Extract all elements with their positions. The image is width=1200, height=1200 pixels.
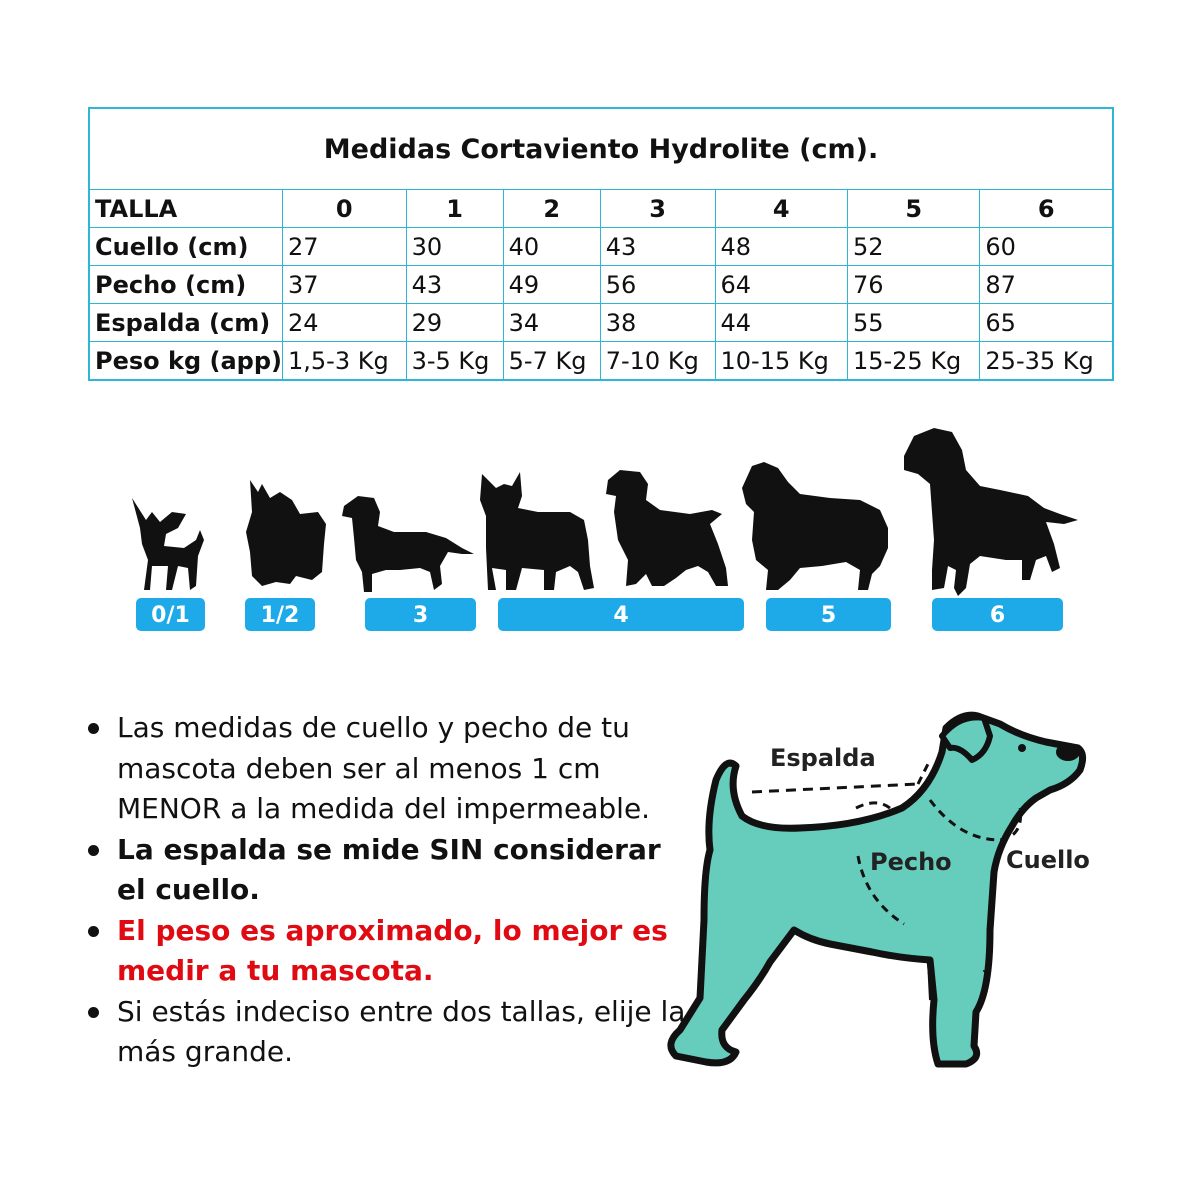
size-badge: 6	[932, 598, 1063, 631]
table-cell: 15-25 Kg	[847, 342, 979, 381]
table-cell: 7-10 Kg	[600, 342, 715, 381]
table-cell: 34	[503, 304, 600, 342]
table-cell: 44	[715, 304, 847, 342]
dachshund-silhouette-icon	[342, 496, 474, 592]
table-cell: 30	[406, 228, 503, 266]
row-label: Cuello (cm)	[89, 228, 282, 266]
list-item: El peso es aproximado, lo mejor es medir a tu mascota.	[86, 911, 686, 992]
table-cell: 3-5 Kg	[406, 342, 503, 381]
size-header: 2	[503, 190, 600, 228]
list-item: La espalda se mide SIN considerar el cuello.	[86, 830, 686, 911]
table-cell: 87	[980, 266, 1113, 304]
size-header: 1	[406, 190, 503, 228]
dog-silhouettes	[0, 420, 1200, 600]
size-badge: 5	[766, 598, 891, 631]
table-row	[89, 266, 1113, 304]
table-row	[89, 342, 1113, 381]
cuello-label: Cuello	[1006, 846, 1090, 874]
table-cell: 1,5-3 Kg	[282, 342, 406, 381]
size-notes-list	[86, 708, 686, 1073]
table-cell: 64	[715, 266, 847, 304]
chihuahua-silhouette-icon	[132, 498, 204, 590]
table-cell: 38	[600, 304, 715, 342]
table-title-row	[89, 108, 1113, 190]
table-cell: 48	[715, 228, 847, 266]
table-cell: 56	[600, 266, 715, 304]
shepherd-silhouette-icon	[742, 462, 888, 590]
measuring-dog-body-icon	[671, 715, 1083, 1064]
size-header: 4	[715, 190, 847, 228]
table-cell: 24	[282, 304, 406, 342]
table-cell: 52	[847, 228, 979, 266]
row-label: Espalda (cm)	[89, 304, 282, 342]
french-bulldog-silhouette-icon	[480, 472, 594, 590]
list-item: Si estás indeciso entre dos tallas, elije la más grande.	[86, 992, 686, 1073]
size-header: 3	[600, 190, 715, 228]
row-label: Peso kg (app)	[89, 342, 282, 381]
labrador-silhouette-icon	[904, 428, 1078, 596]
espalda-measure-line	[752, 784, 918, 792]
dog-nose-icon	[1056, 743, 1080, 761]
espalda-label: Espalda	[770, 744, 876, 772]
row-label: Pecho (cm)	[89, 266, 282, 304]
cocker-spaniel-silhouette-icon	[606, 470, 728, 586]
table-cell: 37	[282, 266, 406, 304]
table-cell: 65	[980, 304, 1113, 342]
size-header: 0	[282, 190, 406, 228]
table-cell: 29	[406, 304, 503, 342]
table-cell: 55	[847, 304, 979, 342]
table-cell: 27	[282, 228, 406, 266]
table-row	[89, 228, 1113, 266]
table-cell: 10-15 Kg	[715, 342, 847, 381]
size-header: 6	[980, 190, 1113, 228]
yorkshire-silhouette-icon	[246, 480, 326, 586]
size-badge: 1/2	[245, 598, 315, 631]
table-cell: 5-7 Kg	[503, 342, 600, 381]
size-table	[88, 107, 1114, 381]
table-row	[89, 304, 1113, 342]
dog-eye-icon	[1018, 744, 1026, 752]
table-cell: 60	[980, 228, 1113, 266]
table-cell: 76	[847, 266, 979, 304]
size-header: 5	[847, 190, 979, 228]
header-label: TALLA	[89, 190, 282, 228]
table-cell: 43	[406, 266, 503, 304]
table-cell: 25-35 Kg	[980, 342, 1113, 381]
table-cell: 43	[600, 228, 715, 266]
size-badge: 3	[365, 598, 476, 631]
table-title: Medidas Cortaviento Hydrolite (cm).	[89, 108, 1113, 190]
size-badge: 4	[498, 598, 744, 631]
size-badge: 0/1	[136, 598, 205, 631]
table-header-row	[89, 190, 1113, 228]
list-item: Las medidas de cuello y pecho de tu mascota deben ser al menos 1 cm MENOR a la medida del impermeable.	[86, 708, 686, 830]
pecho-label: Pecho	[870, 848, 952, 876]
table-cell: 40	[503, 228, 600, 266]
table-cell: 49	[503, 266, 600, 304]
